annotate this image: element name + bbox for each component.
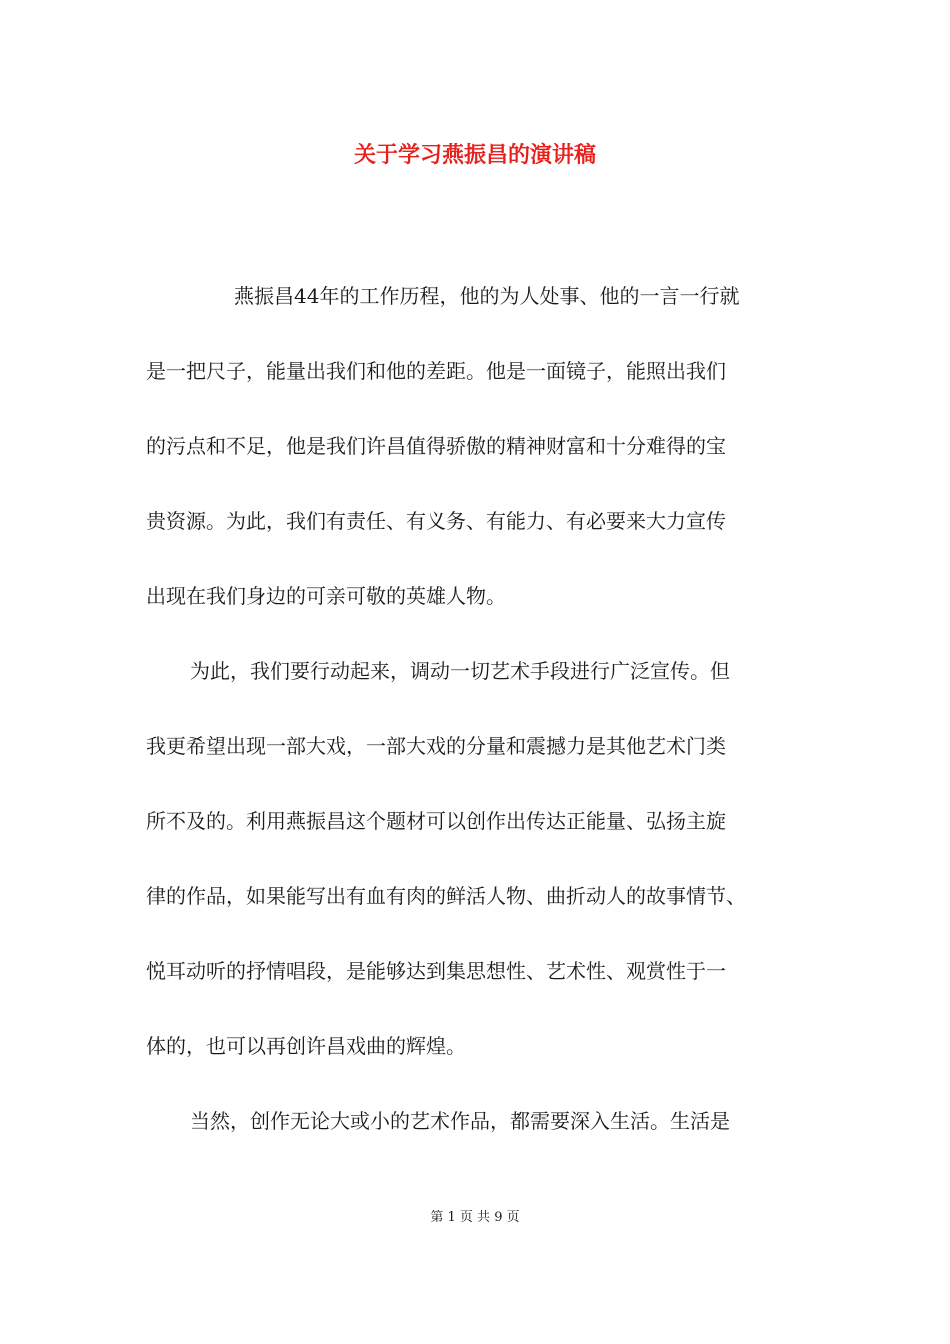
paragraph-line: 所不及的。利用燕振昌这个题材可以创作出传达正能量、弘扬主旋 (146, 809, 726, 833)
paragraph-line: 燕振昌44年的工作历程，他的为人处事、他的一言一行就 (234, 284, 740, 308)
paragraph-line: 是一把尺子，能量出我们和他的差距。他是一面镜子，能照出我们 (146, 359, 726, 383)
paragraph-line: 为此，我们要行动起来，调动一切艺术手段进行广泛宣传。但 (190, 659, 730, 683)
paragraph-line: 我更希望出现一部大戏，一部大戏的分量和震撼力是其他艺术门类 (146, 734, 726, 758)
paragraph-line: 当然，创作无论大或小的艺术作品，都需要深入生活。生活是 (190, 1109, 730, 1133)
document-title: 关于学习燕振昌的演讲稿 (353, 142, 596, 168)
page-footer: 第 1 页 共 9 页 (430, 1210, 520, 1225)
paragraph-line: 律的作品，如果能写出有血有肉的鲜活人物、曲折动人的故事情节、 (146, 884, 746, 908)
paragraph-line: 悦耳动听的抒情唱段，是能够达到集思想性、艺术性、观赏性于一 (146, 959, 726, 983)
paragraph-line: 贵资源。为此，我们有责任、有义务、有能力、有必要来大力宣传 (146, 509, 726, 533)
paragraph-line: 体的，也可以再创许昌戏曲的辉煌。 (146, 1034, 466, 1058)
paragraph-line: 的污点和不足，他是我们许昌值得骄傲的精神财富和十分难得的宝 (146, 434, 726, 458)
paragraph-line: 出现在我们身边的可亲可敬的英雄人物。 (146, 584, 506, 608)
